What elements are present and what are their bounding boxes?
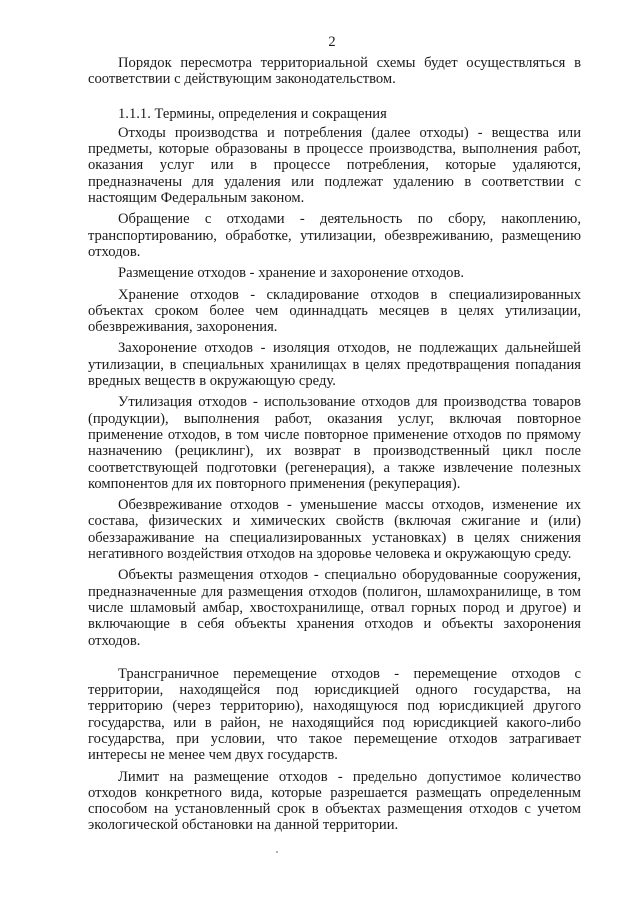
definition-waste-storage: Хранение отходов - складирование отходов в специализированных объектах сроком более чем одиннадцать месяцев в целях утилизации, обезвреживания, захоронения. bbox=[88, 286, 581, 336]
definition-waste-placement-facilities: Объекты размещения отходов - специально оборудованные сооружения, предназначенные для размещения отходов (полигон, шламохранилище, в том числе шламовый амбар, хвостохранилище, отвал горных пород и другое) и включающие в себя объекты хранения отходов и объекты захоронения отходов. bbox=[88, 567, 581, 649]
definition-waste-handling: Обращение с отходами - деятельность по сбору, накоплению, транспортированию, обработке, утилизации, обезвреживанию, размещению отходов. bbox=[88, 211, 581, 260]
definition-waste-utilization: Утилизация отходов - использование отходов для производства товаров (продукции), выполнения работ, оказания услуг, включая повторное применение отходов, в том числе повторное применение отходов по прямому назначению (рециклинг), их возврат в производственный цикл после соответствующей подготовки (регенерация), а также извлечение полезных компонентов для их повторного применения (рекуперация). bbox=[88, 394, 581, 492]
definition-waste-neutralization: Обезвреживание отходов - уменьшение массы отходов, изменение их состава, физических и химических свойств (включая сжигание и (или) обеззараживание на специализированных установках) в целях снижения негативного воздействия отходов на здоровье человека и окружающую среду. bbox=[88, 497, 581, 563]
document-body bbox=[88, 55, 581, 834]
definition-transboundary-movement: Трансграничное перемещение отходов - перемещение отходов с территории, находящейся под юрисдикцией одного государства, на территорию (через территорию), находящуюся под юрисдикцией другого государства, или в район, не находящийся под юрисдикцией какого-либо государства, при условии, что такое перемещение отходов затрагивает интересы не менее чем двух государств. bbox=[88, 665, 581, 764]
definition-waste-placement: Размещение отходов - хранение и захоронение отходов. bbox=[118, 265, 465, 282]
definition-waste: Отходы производства и потребления (далее отходы) - вещества или предметы, которые образованы в процессе производства, выполнения работ, оказания услуг или в процессе потребления, которые удаляются, предназначены для удаления или подлежат удалению в соответствии с настоящим Федеральным законом. bbox=[88, 124, 581, 207]
page-number: 2 bbox=[328, 34, 336, 50]
definition-waste-burial: Захоронение отходов - изоляция отходов, не подлежащих дальнейшей утилизации, в специальных хранилищах в целях предотвращения попадания вредных веществ в окружающую среду. bbox=[88, 340, 581, 390]
intro-paragraph: Порядок пересмотра территориальной схемы будет осуществляться в соответствии с действующим законодательством. bbox=[88, 55, 581, 88]
section-heading: 1.1.1. Термины, определения и сокращения bbox=[118, 105, 387, 122]
definition-placement-limit: Лимит на размещение отходов - предельно допустимое количество отходов конкретного вида, которые разрешается размещать определенным способом на установленный срок в объектах размещения отходов с учетом экологической обстановки на данной территории. bbox=[88, 768, 581, 834]
scan-speck bbox=[276, 851, 278, 853]
